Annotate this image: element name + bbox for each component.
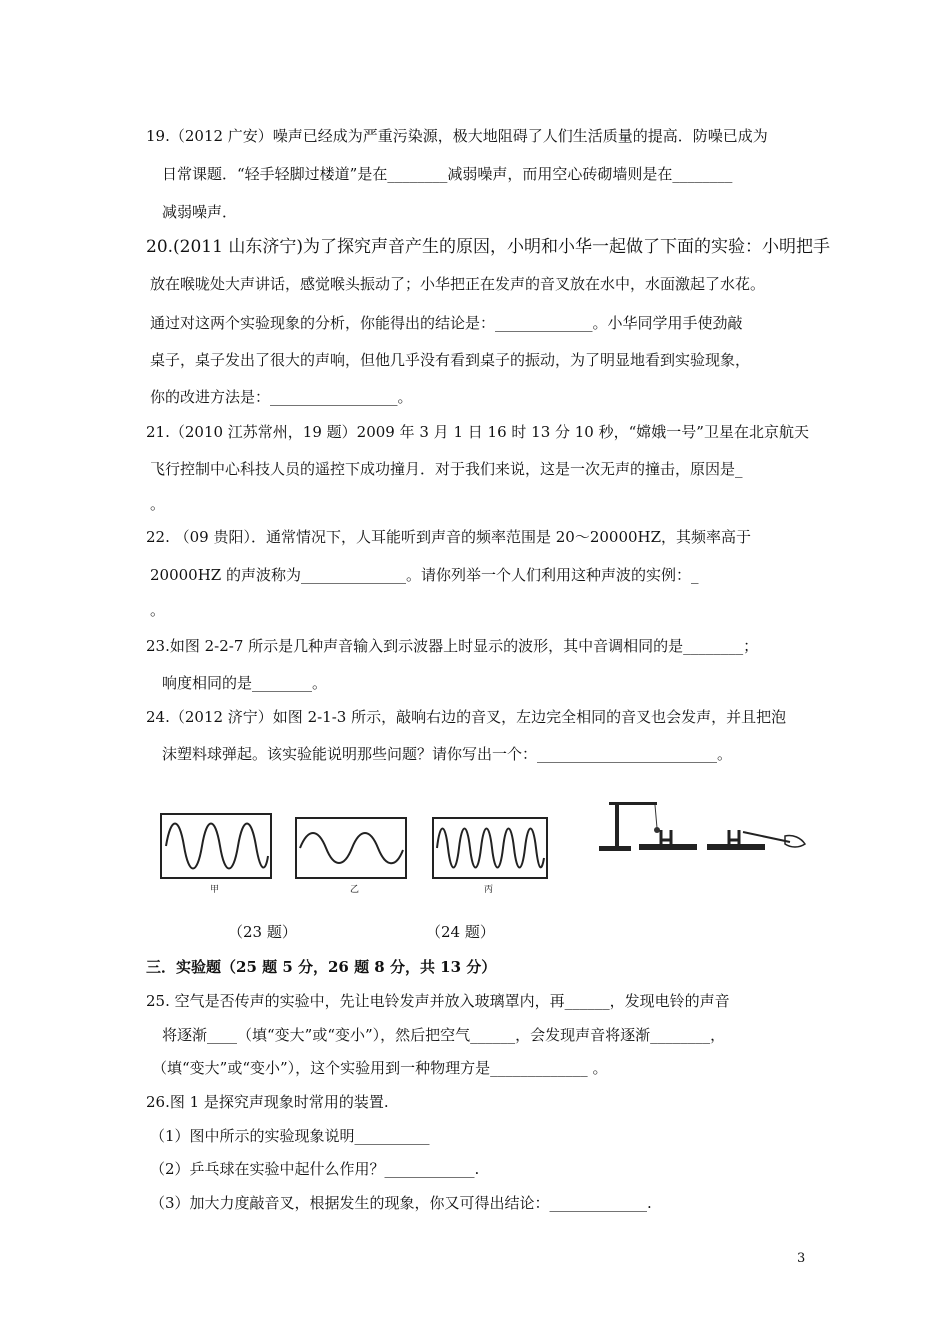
q22-line-2: 20000HZ 的声波称为______________。请你列举一个人们利用这种声波的实例：_ — [150, 566, 699, 584]
caption-q24: （24 题） — [426, 923, 495, 941]
q22-line-1: 22. （09 贵阳）．通常情况下，人耳能听到声音的频率范围是 20～20000HZ，其频率高于 — [146, 528, 752, 546]
left-fork — [661, 830, 671, 844]
stand-pole — [615, 802, 619, 848]
waveform-bing — [437, 829, 544, 868]
waveform-bing-box — [433, 818, 547, 878]
q21-line-2: 飞行控制中心科技人员的遥控下成功撞月．对于我们来说，这是一次无声的撞击，原因是_ — [150, 460, 743, 478]
tuning-fork-svg — [595, 794, 810, 858]
q21-line-1: 21.（2010 江苏常州，19 题）2009 年 3 月 1 日 16 时 13 分 10 秒，“嫦娥一号”卫星在北京航天 — [146, 423, 809, 441]
q26-part-2: （2）乒乓球在实验中起什么作用？____________. — [150, 1160, 480, 1178]
q22-line-3: 。 — [150, 601, 166, 619]
left-fork-box — [639, 844, 697, 850]
thread — [655, 805, 657, 828]
q19-line-3: 减弱噪声． — [162, 203, 238, 221]
right-fork-box — [707, 844, 765, 850]
q24-line-1: 24.（2012 济宁）如图 2-1-3 所示，敲响右边的音叉，左边完全相同的音叉也会发声，并且把泡 — [146, 708, 787, 726]
q25-line-1: 25. 空气是否传声的实验中，先让电铃发声并放入玻璃罩内，再______，发现电铃的声音 — [146, 992, 730, 1010]
q19-line-2: 日常课题．“轻手轻脚过楼道”是在________减弱噪声，而用空心砖砌墙则是在________ — [162, 165, 733, 183]
q20-line-3: 通过对这两个实验现象的分析，你能得出的结论是：_____________。小华同学用手使劲敲 — [150, 314, 743, 332]
waveform-label-jia: 甲 — [210, 885, 220, 895]
foam-ball — [654, 827, 660, 833]
hammer-handle — [743, 832, 790, 842]
waveform-yi — [300, 833, 403, 863]
q20-line-5: 你的改进方法是：_________________。 — [150, 388, 413, 406]
tuning-fork-figure — [595, 794, 810, 858]
waveform-label-bing: 丙 — [484, 885, 494, 895]
waveform-label-yi: 乙 — [350, 885, 360, 895]
q24-line-2: 沫塑料球弹起。该实验能说明那些问题？请你写出一个：________________________。 — [162, 745, 733, 763]
waveform-jia — [166, 824, 268, 869]
q21-line-3: 。 — [150, 495, 166, 513]
waveform-figure — [160, 810, 550, 900]
q19-line-1: 19.（2012 广安）噪声已经成为严重污染源，极大地阻碍了人们生活质量的提高．防噪已成为 — [146, 127, 768, 145]
q25-line-3: （填“变大”或“变小”），这个实验用到一种物理方是_____________ 。 — [152, 1059, 608, 1077]
page-number: 3 — [797, 1251, 806, 1266]
q26-intro: 26.图 1 是探究声现象时常用的装置. — [146, 1093, 389, 1111]
section3-heading: 三．实验题（25 题 5 分，26 题 8 分，共 13 分） — [146, 958, 497, 976]
q20-line-4: 桌子，桌子发出了很大的声响，但他几乎没有看到桌子的振动，为了明显地看到实验现象， — [150, 351, 751, 369]
caption-q23: （23 题） — [228, 923, 297, 941]
q26-part-3: （3）加大力度敲音叉，根据发生的现象，你又可得出结论：_____________. — [150, 1194, 652, 1212]
q20-line-2: 放在喉咙处大声讲话，感觉喉头振动了；小华把正在发声的音叉放在水中，水面激起了水花。 — [150, 275, 766, 293]
q23-line-2: 响度相同的是________。 — [162, 674, 328, 692]
right-fork — [729, 830, 739, 844]
stand-arm — [609, 802, 657, 805]
q23-line-1: 23.如图 2-2-7 所示是几种声音输入到示波器上时显示的波形，其中音调相同的是________； — [146, 637, 759, 655]
q26-part-1: （1）图中所示的实验现象说明__________ — [150, 1127, 430, 1145]
q25-line-2: 将逐渐____（填“变大”或“变小”），然后把空气______，会发现声音将逐渐________， — [162, 1026, 726, 1044]
q20-line-1: 20.(2011 山东济宁)为了探究声音产生的原因，小明和小华一起做了下面的实验：小明把手 — [146, 237, 830, 257]
